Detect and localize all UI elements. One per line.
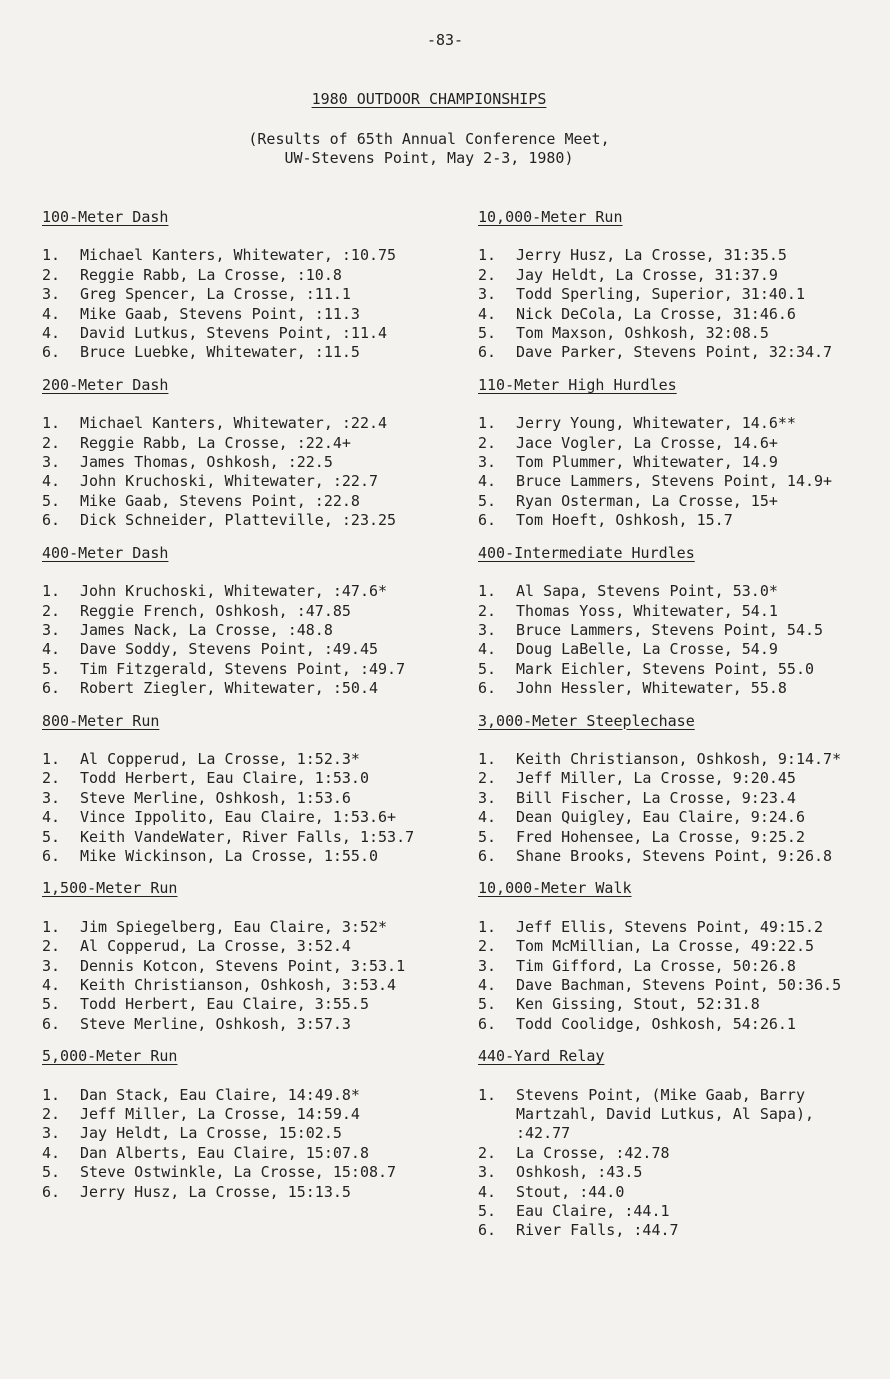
event-section xyxy=(42,879,462,1034)
result-row xyxy=(42,937,462,956)
event-title xyxy=(478,879,883,898)
result-place: 2. xyxy=(42,265,61,284)
result-row xyxy=(42,305,462,324)
result-place: 2. xyxy=(478,1143,497,1162)
result-row xyxy=(42,769,462,788)
result-row xyxy=(42,918,462,937)
result-row xyxy=(42,511,462,530)
page-number: -83- xyxy=(426,31,464,49)
result-text: Shane Brooks, Stevens Point, 9:26.8 xyxy=(516,846,833,865)
result-row xyxy=(478,1221,883,1240)
result-row xyxy=(478,847,883,866)
result-place: 5. xyxy=(478,827,497,846)
left-column xyxy=(42,208,462,1215)
result-text: Steve Ostwinkle, La Crosse, 15:08.7 xyxy=(80,1163,397,1182)
event-title xyxy=(42,376,462,395)
result-place: 2. xyxy=(478,937,497,956)
event-title xyxy=(478,1047,883,1066)
result-text: John Kruchoski, Whitewater, :22.7 xyxy=(80,472,379,491)
result-row xyxy=(42,750,462,769)
result-text: Jace Vogler, La Crosse, 14.6+ xyxy=(516,433,778,452)
result-text: Tom Maxson, Oshkosh, 32:08.5 xyxy=(516,324,769,343)
result-text: Tim Gifford, La Crosse, 50:26.8 xyxy=(516,956,796,975)
event-section xyxy=(42,712,462,867)
result-place: 5. xyxy=(478,491,497,510)
result-text: David Lutkus, Stevens Point, :11.4 xyxy=(80,324,388,343)
result-row xyxy=(478,511,883,530)
result-place: 4. xyxy=(478,808,497,827)
result-place: 4. xyxy=(42,472,61,491)
result-text: Stevens Point, (Mike Gaab, Barry Martzahl, David Lutkus, Al Sapa), :42.77 xyxy=(516,1085,815,1143)
result-list xyxy=(478,750,883,866)
result-place: 5. xyxy=(42,659,61,678)
result-place: 4. xyxy=(478,1182,497,1201)
result-text: Mike Gaab, Stevens Point, :11.3 xyxy=(80,304,360,323)
event-title xyxy=(42,1047,462,1066)
result-row xyxy=(478,305,883,324)
event-title-text: 1,500-Meter Run xyxy=(42,879,178,898)
result-row xyxy=(478,679,883,698)
event-title xyxy=(478,712,883,731)
result-row xyxy=(478,324,883,343)
result-row xyxy=(478,976,883,995)
result-place: 3. xyxy=(42,453,61,472)
result-place: 5. xyxy=(42,995,61,1014)
result-row xyxy=(478,1015,883,1034)
event-title-text: 110-Meter High Hurdles xyxy=(478,375,677,394)
result-place: 2. xyxy=(42,937,61,956)
result-row xyxy=(42,1183,462,1202)
result-text: Dave Parker, Stevens Point, 32:34.7 xyxy=(516,343,833,362)
result-row xyxy=(478,492,883,511)
result-place: 6. xyxy=(478,679,497,698)
result-text: Jeff Miller, La Crosse, 9:20.45 xyxy=(516,769,796,788)
result-place: 1. xyxy=(478,1085,497,1104)
result-place: 4. xyxy=(478,976,497,994)
event-title xyxy=(478,208,883,227)
result-row xyxy=(478,1086,883,1144)
result-place: 4. xyxy=(478,640,497,659)
result-text: James Thomas, Oshkosh, :22.5 xyxy=(80,453,333,472)
result-place: 1. xyxy=(42,246,61,265)
result-text: Keith Christianson, Oshkosh, 3:53.4 xyxy=(80,976,397,994)
result-place: 4. xyxy=(42,808,61,827)
result-text: Oshkosh, :43.5 xyxy=(516,1163,643,1182)
result-row xyxy=(42,640,462,659)
result-row xyxy=(42,434,462,453)
result-place: 1. xyxy=(42,582,61,601)
result-text: Robert Ziegler, Whitewater, :50.4 xyxy=(80,679,379,698)
result-text: Stout, :44.0 xyxy=(516,1182,625,1201)
result-row xyxy=(478,266,883,285)
result-place: 3. xyxy=(42,788,61,807)
result-row xyxy=(42,343,462,362)
event-title xyxy=(42,208,462,227)
result-place: 6. xyxy=(42,1014,61,1033)
result-place: 1. xyxy=(478,414,497,433)
result-place: 5. xyxy=(42,491,61,510)
result-text: Bill Fischer, La Crosse, 9:23.4 xyxy=(516,788,796,807)
result-place: 1. xyxy=(42,1085,61,1104)
result-text: John Kruchoski, Whitewater, :47.6* xyxy=(80,582,388,601)
result-place: 4. xyxy=(42,976,61,994)
result-row xyxy=(478,957,883,976)
event-title-text: 100-Meter Dash xyxy=(42,208,169,226)
result-text: Jeff Miller, La Crosse, 14:59.4 xyxy=(80,1105,360,1124)
event-title-text: 200-Meter Dash xyxy=(42,375,169,394)
result-text: John Hessler, Whitewater, 55.8 xyxy=(516,679,787,698)
result-text: Jerry Husz, La Crosse, 15:13.5 xyxy=(80,1182,351,1201)
result-row xyxy=(42,285,462,304)
result-place: 4. xyxy=(42,304,61,323)
result-place: 5. xyxy=(478,1202,497,1221)
result-place: 1. xyxy=(478,917,497,936)
result-text: Jay Heldt, La Crosse, 15:02.5 xyxy=(80,1124,342,1143)
result-text: Steve Merline, Oshkosh, 3:57.3 xyxy=(80,1014,351,1033)
event-title-text: 400-Intermediate Hurdles xyxy=(478,543,695,562)
result-row xyxy=(42,582,462,601)
result-place: 5. xyxy=(478,995,497,1014)
event-section xyxy=(478,879,883,1034)
result-text: River Falls, :44.7 xyxy=(516,1221,679,1240)
result-text: Tom McMillian, La Crosse, 49:22.5 xyxy=(516,937,815,956)
page-subtitle xyxy=(0,130,858,169)
result-text: Bruce Luebke, Whitewater, :11.5 xyxy=(80,343,360,362)
result-place: 3. xyxy=(42,1124,61,1143)
result-place: 3. xyxy=(42,620,61,639)
result-text: Jerry Young, Whitewater, 14.6** xyxy=(516,414,796,433)
result-place: 1. xyxy=(478,749,497,768)
result-text: Michael Kanters, Whitewater, :22.4 xyxy=(80,414,388,433)
result-row xyxy=(42,324,462,343)
result-list xyxy=(478,246,883,362)
result-text: Doug LaBelle, La Crosse, 54.9 xyxy=(516,640,778,659)
result-place: 2. xyxy=(42,1105,61,1124)
result-list xyxy=(478,918,883,1034)
result-list xyxy=(42,582,462,698)
result-place: 3. xyxy=(42,285,61,304)
result-row xyxy=(42,847,462,866)
result-row xyxy=(42,1124,462,1143)
result-place: 6. xyxy=(478,1221,497,1240)
result-row xyxy=(42,789,462,808)
result-place: 6. xyxy=(478,511,497,530)
result-row xyxy=(478,602,883,621)
result-list xyxy=(42,750,462,866)
result-text: La Crosse, :42.78 xyxy=(516,1143,670,1162)
result-row xyxy=(42,266,462,285)
result-row xyxy=(478,1144,883,1163)
result-text: Dave Soddy, Stevens Point, :49.45 xyxy=(80,640,379,659)
event-section xyxy=(42,376,462,531)
result-place: 3. xyxy=(478,453,497,472)
result-row xyxy=(42,808,462,827)
result-text: Michael Kanters, Whitewater, :10.75 xyxy=(80,246,397,265)
result-place: 5. xyxy=(478,659,497,678)
result-text: Tim Fitzgerald, Stevens Point, :49.7 xyxy=(80,659,406,678)
subtitle-line: UW-Stevens Point, May 2-3, 1980) xyxy=(284,149,574,168)
result-text: Ryan Osterman, La Crosse, 15+ xyxy=(516,491,778,510)
result-text: Todd Coolidge, Oshkosh, 54:26.1 xyxy=(516,1014,796,1033)
result-place: 2. xyxy=(42,601,61,620)
result-place: 2. xyxy=(478,769,497,788)
result-text: Reggie Rabb, La Crosse, :22.4+ xyxy=(80,433,351,452)
event-title xyxy=(478,544,883,563)
event-title-text: 440-Yard Relay xyxy=(478,1047,605,1066)
result-place: 1. xyxy=(42,749,61,768)
result-row xyxy=(478,828,883,847)
result-place: 4. xyxy=(42,324,61,343)
result-text: James Nack, La Crosse, :48.8 xyxy=(80,620,333,639)
event-section xyxy=(478,376,883,531)
event-title-text: 10,000-Meter Run xyxy=(478,208,623,226)
result-text: Reggie Rabb, La Crosse, :10.8 xyxy=(80,265,342,284)
result-place: 4. xyxy=(478,304,497,323)
event-section xyxy=(42,544,462,699)
result-row xyxy=(42,414,462,433)
result-place: 1. xyxy=(42,917,61,936)
result-row xyxy=(42,1144,462,1163)
result-row xyxy=(42,453,462,472)
result-row xyxy=(478,640,883,659)
result-row xyxy=(478,453,883,472)
result-place: 2. xyxy=(478,601,497,620)
result-list xyxy=(42,246,462,362)
result-text: Reggie French, Oshkosh, :47.85 xyxy=(80,601,351,620)
result-row xyxy=(478,1163,883,1182)
page-title xyxy=(0,90,858,109)
result-place: 3. xyxy=(478,1163,497,1182)
result-place: 5. xyxy=(42,827,61,846)
result-row xyxy=(42,621,462,640)
result-place: 3. xyxy=(42,956,61,975)
result-row xyxy=(478,414,883,433)
result-list xyxy=(478,1086,883,1241)
result-place: 1. xyxy=(478,246,497,265)
result-text: Al Copperud, La Crosse, 1:52.3* xyxy=(80,749,360,768)
result-text: Keith Christianson, Oshkosh, 9:14.7* xyxy=(516,749,842,768)
event-title xyxy=(478,376,883,395)
result-place: 6. xyxy=(478,1014,497,1033)
event-title xyxy=(42,544,462,563)
result-row xyxy=(478,808,883,827)
result-list xyxy=(478,582,883,698)
result-text: Tom Hoeft, Oshkosh, 15.7 xyxy=(516,511,733,530)
result-text: Al Copperud, La Crosse, 3:52.4 xyxy=(80,937,351,956)
result-text: Dick Schneider, Platteville, :23.25 xyxy=(80,511,397,530)
result-list xyxy=(42,918,462,1034)
result-place: 4. xyxy=(42,1143,61,1162)
event-title-text: 800-Meter Run xyxy=(42,711,160,730)
result-row xyxy=(478,246,883,265)
subtitle-line: (Results of 65th Annual Conference Meet, xyxy=(248,130,610,148)
event-title-text: 5,000-Meter Run xyxy=(42,1047,178,1066)
result-row xyxy=(478,582,883,601)
result-text: Mike Gaab, Stevens Point, :22.8 xyxy=(80,491,360,510)
result-row xyxy=(42,995,462,1014)
result-text: Bruce Lammers, Stevens Point, 14.9+ xyxy=(516,472,833,491)
result-list xyxy=(42,414,462,530)
result-place: 6. xyxy=(42,343,61,362)
result-text: Jeff Ellis, Stevens Point, 49:15.2 xyxy=(516,917,824,936)
result-place: 2. xyxy=(42,433,61,452)
result-text: Eau Claire, :44.1 xyxy=(516,1202,670,1221)
result-place: 1. xyxy=(42,414,61,433)
result-place: 2. xyxy=(478,265,497,284)
result-row xyxy=(478,995,883,1014)
result-text: Dennis Kotcon, Stevens Point, 3:53.1 xyxy=(80,956,406,975)
result-text: Jim Spiegelberg, Eau Claire, 3:52* xyxy=(80,917,388,936)
result-row xyxy=(478,789,883,808)
result-place: 5. xyxy=(42,1163,61,1182)
result-place: 3. xyxy=(478,956,497,975)
result-row xyxy=(478,434,883,453)
result-place: 1. xyxy=(478,582,497,601)
result-row xyxy=(478,660,883,679)
event-title-text: 3,000-Meter Steeplechase xyxy=(478,711,695,730)
result-place: 6. xyxy=(42,846,61,865)
result-place: 4. xyxy=(42,640,61,659)
result-row xyxy=(42,976,462,995)
result-row xyxy=(478,285,883,304)
result-row xyxy=(42,246,462,265)
event-title-text: 10,000-Meter Walk xyxy=(478,879,632,898)
result-row xyxy=(478,1183,883,1202)
result-text: Tom Plummer, Whitewater, 14.9 xyxy=(516,453,778,472)
result-text: Jay Heldt, La Crosse, 31:37.9 xyxy=(516,265,778,284)
result-text: Todd Sperling, Superior, 31:40.1 xyxy=(516,285,805,304)
event-title xyxy=(42,879,462,898)
result-row xyxy=(478,937,883,956)
event-title xyxy=(42,712,462,731)
result-text: Todd Herbert, Eau Claire, 3:55.5 xyxy=(80,995,369,1014)
result-row xyxy=(42,1163,462,1182)
result-text: Al Sapa, Stevens Point, 53.0* xyxy=(516,582,778,601)
result-place: 3. xyxy=(478,285,497,304)
result-list xyxy=(478,414,883,530)
result-row xyxy=(42,1015,462,1034)
result-place: 6. xyxy=(42,511,61,530)
result-text: Keith VandeWater, River Falls, 1:53.7 xyxy=(80,827,415,846)
right-column xyxy=(478,208,883,1254)
event-section xyxy=(478,1047,883,1241)
result-place: 6. xyxy=(42,679,61,698)
result-row xyxy=(478,769,883,788)
result-row xyxy=(478,750,883,769)
result-row xyxy=(478,1202,883,1221)
result-place: 6. xyxy=(42,1182,61,1201)
result-row xyxy=(42,1086,462,1105)
result-row xyxy=(42,957,462,976)
result-place: 3. xyxy=(478,788,497,807)
result-place: 2. xyxy=(42,769,61,788)
result-text: Mike Wickinson, La Crosse, 1:55.0 xyxy=(80,846,379,865)
event-section xyxy=(42,208,462,363)
result-text: Mark Eichler, Stevens Point, 55.0 xyxy=(516,659,815,678)
result-text: Thomas Yoss, Whitewater, 54.1 xyxy=(516,601,778,620)
result-row xyxy=(478,472,883,491)
result-row xyxy=(42,602,462,621)
result-text: Dave Bachman, Stevens Point, 50:36.5 xyxy=(516,976,842,994)
result-text: Ken Gissing, Stout, 52:31.8 xyxy=(516,995,760,1014)
result-row xyxy=(42,1105,462,1124)
result-place: 4. xyxy=(478,472,497,491)
result-row xyxy=(478,343,883,362)
result-place: 6. xyxy=(478,846,497,865)
result-text: Jerry Husz, La Crosse, 31:35.5 xyxy=(516,246,787,265)
result-text: Vince Ippolito, Eau Claire, 1:53.6+ xyxy=(80,808,397,827)
result-row xyxy=(42,828,462,847)
event-section xyxy=(478,208,883,363)
result-text: Nick DeCola, La Crosse, 31:46.6 xyxy=(516,304,796,323)
result-text: Steve Merline, Oshkosh, 1:53.6 xyxy=(80,788,351,807)
result-row xyxy=(478,621,883,640)
result-place: 2. xyxy=(478,433,497,452)
result-list xyxy=(42,1086,462,1202)
result-text: Greg Spencer, La Crosse, :11.1 xyxy=(80,285,351,304)
event-title-text: 400-Meter Dash xyxy=(42,543,169,562)
result-row xyxy=(42,492,462,511)
result-row xyxy=(478,918,883,937)
result-text: Bruce Lammers, Stevens Point, 54.5 xyxy=(516,620,824,639)
event-section xyxy=(42,1047,462,1202)
event-section xyxy=(478,544,883,699)
result-text: Fred Hohensee, La Crosse, 9:25.2 xyxy=(516,827,805,846)
result-row xyxy=(42,472,462,491)
event-section xyxy=(478,712,883,867)
result-place: 6. xyxy=(478,343,497,362)
result-text: Dean Quigley, Eau Claire, 9:24.6 xyxy=(516,808,805,827)
result-row xyxy=(42,679,462,698)
result-text: Dan Alberts, Eau Claire, 15:07.8 xyxy=(80,1143,369,1162)
result-text: Dan Stack, Eau Claire, 14:49.8* xyxy=(80,1085,360,1104)
result-place: 5. xyxy=(478,324,497,343)
result-text: Todd Herbert, Eau Claire, 1:53.0 xyxy=(80,769,369,788)
result-place: 3. xyxy=(478,620,497,639)
result-row xyxy=(42,660,462,679)
page-title-text: 1980 OUTDOOR CHAMPIONSHIPS xyxy=(311,90,547,108)
